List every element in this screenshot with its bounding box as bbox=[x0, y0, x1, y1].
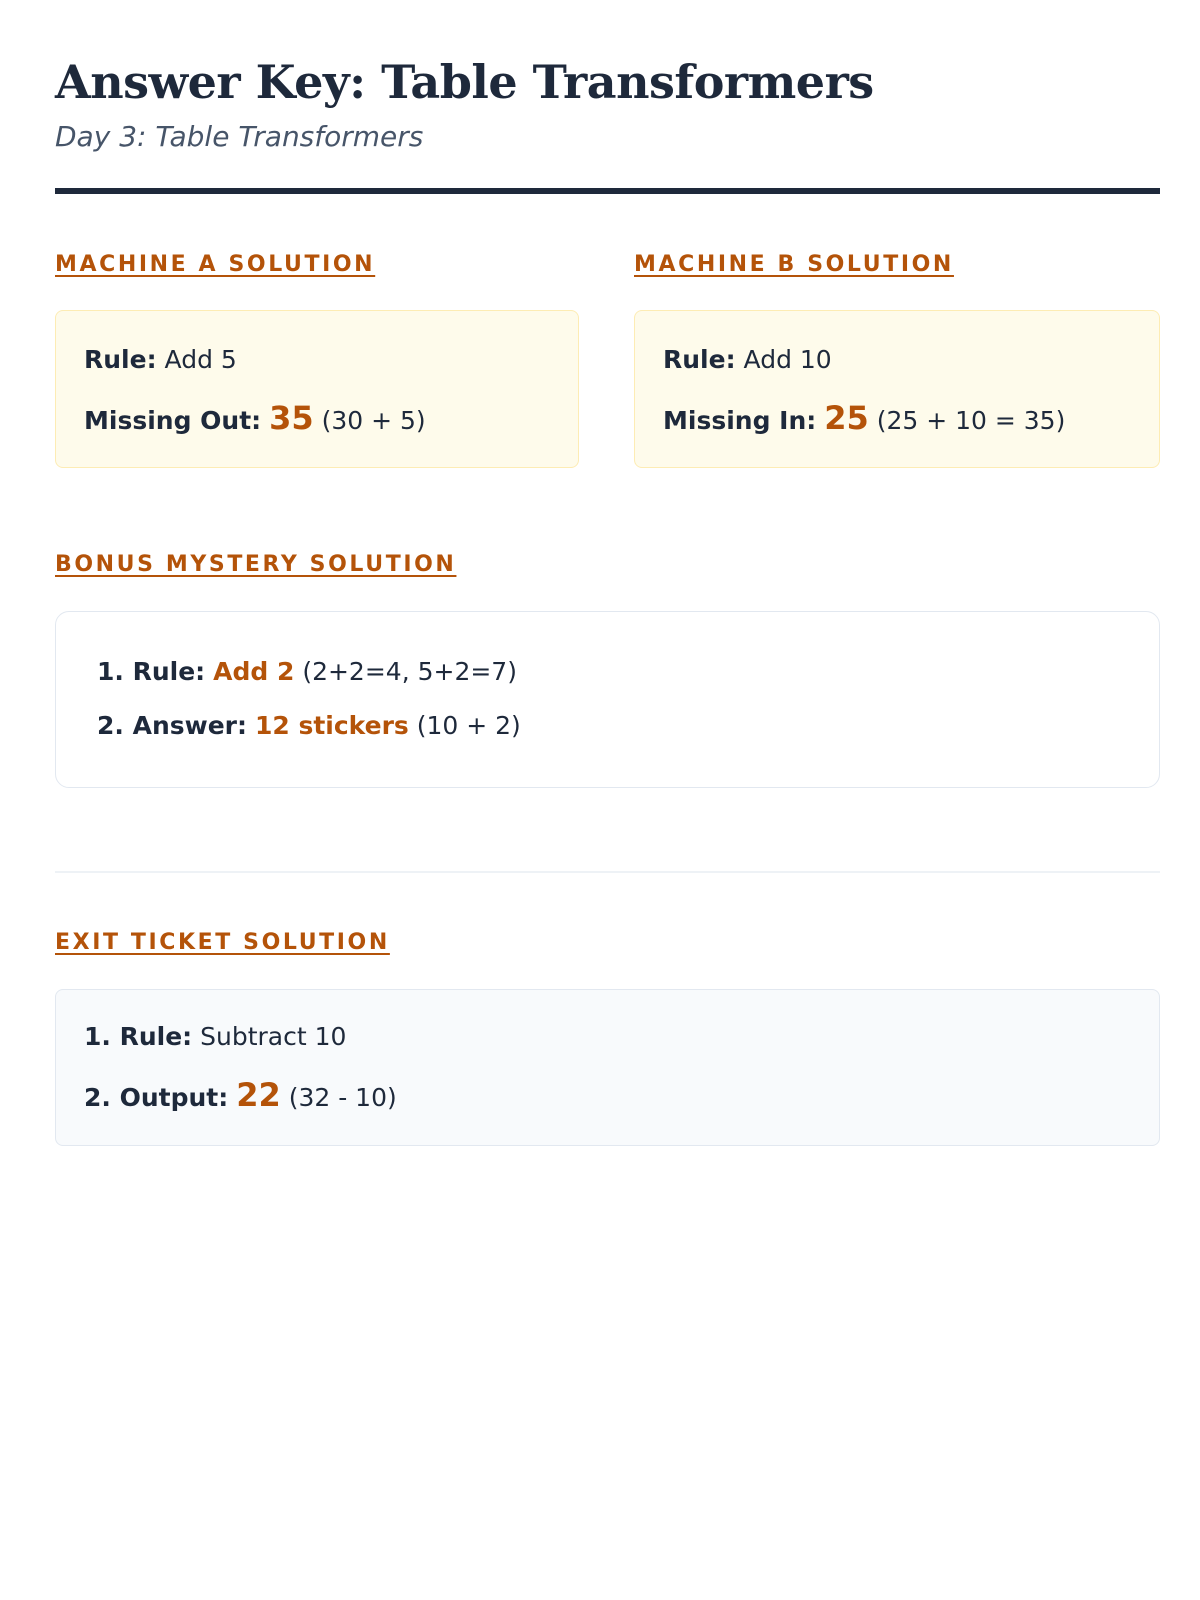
machine-b-missing-work: (25 + 10 = 35) bbox=[876, 406, 1066, 435]
machine-a-rule-value: Add 5 bbox=[164, 345, 237, 374]
bonus-item bbox=[97, 657, 517, 686]
exit-ticket-rule-label: 1. Rule: bbox=[84, 1022, 193, 1051]
bonus-heading: BONUS MYSTERY SOLUTION bbox=[55, 552, 457, 577]
page-title: Answer Key: Table Transformers bbox=[55, 55, 874, 109]
exit-ticket-output-line bbox=[84, 1076, 397, 1114]
exit-ticket-rule-line bbox=[84, 1022, 346, 1051]
machine-a-rule-label: Rule: bbox=[84, 345, 157, 374]
machine-a-missing-label: Missing Out: bbox=[84, 406, 262, 435]
bonus-item-value: 12 stickers bbox=[254, 711, 409, 740]
machine-a-solution-box bbox=[55, 310, 579, 468]
machine-a-missing-line bbox=[84, 399, 426, 437]
exit-ticket-output-label: 2. Output: bbox=[84, 1083, 229, 1112]
exit-ticket-heading: EXIT TICKET SOLUTION bbox=[55, 930, 390, 955]
machine-b-rule-line bbox=[663, 345, 832, 374]
bonus-item-work: (10 + 2) bbox=[416, 711, 521, 740]
exit-ticket-output-value: 22 bbox=[236, 1076, 281, 1114]
machine-b-solution-box bbox=[634, 310, 1160, 468]
bonus-item-work: (2+2=4, 5+2=7) bbox=[302, 657, 517, 686]
section-divider bbox=[55, 871, 1160, 873]
machine-a-heading: MACHINE A SOLUTION bbox=[55, 252, 376, 277]
bonus-item bbox=[97, 711, 521, 740]
title-divider bbox=[55, 188, 1160, 194]
bonus-item-value: Add 2 bbox=[213, 657, 295, 686]
machine-a-missing-value: 35 bbox=[269, 399, 314, 437]
bonus-solution-box bbox=[55, 611, 1160, 788]
machine-b-rule-value: Add 10 bbox=[743, 345, 832, 374]
machine-b-rule-label: Rule: bbox=[663, 345, 736, 374]
exit-ticket-solution-box bbox=[55, 989, 1160, 1146]
machine-b-missing-value: 25 bbox=[824, 399, 869, 437]
exit-ticket-output-work: (32 - 10) bbox=[288, 1083, 397, 1112]
bonus-item-label: 2. Answer: bbox=[97, 711, 247, 740]
exit-ticket-rule-value: Subtract 10 bbox=[200, 1022, 347, 1051]
page-subtitle: Day 3: Table Transformers bbox=[55, 120, 424, 153]
machine-b-missing-label: Missing In: bbox=[663, 406, 817, 435]
machine-a-rule-line bbox=[84, 345, 237, 374]
machine-b-heading: MACHINE B SOLUTION bbox=[634, 252, 954, 277]
machine-b-missing-line bbox=[663, 399, 1065, 437]
machine-a-missing-work: (30 + 5) bbox=[321, 406, 426, 435]
bonus-item-label: 1. Rule: bbox=[97, 657, 206, 686]
